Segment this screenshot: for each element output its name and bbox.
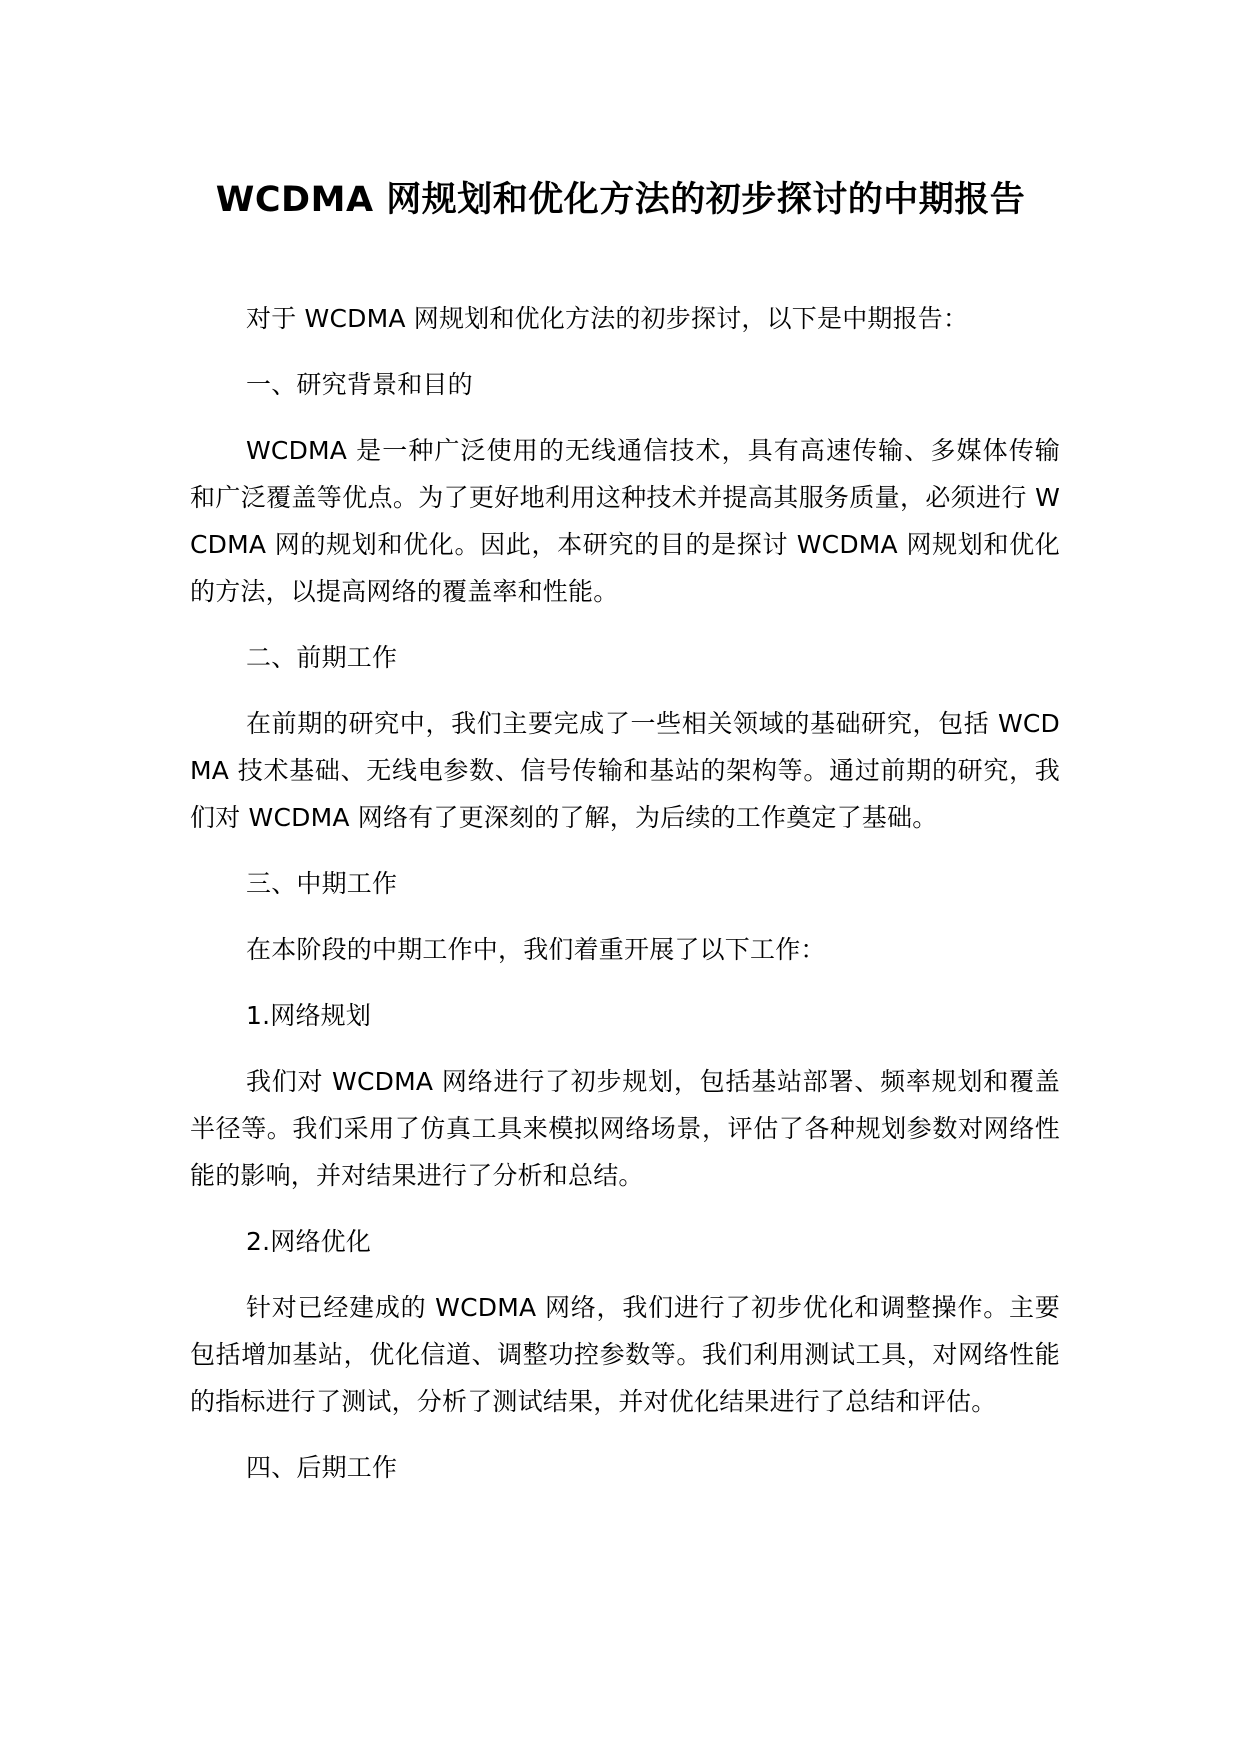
section-heading-background: 一、研究背景和目的 [246,370,473,399]
document-body [190,295,1060,1510]
early-work-paragraph: 在前期的研究中，我们主要完成了一些相关领域的基础研究，包括 WCDMA 技术基础、无线电参数、信号传输和基站的架构等。通过前期的研究，我们对 WCDMA 网络有了更深刻的了解，为后续的工作奠定了基础。 [190,709,1060,832]
subsection-heading-network-planning: 1.网络规划 [246,1001,372,1030]
background-paragraph: WCDMA 是一种广泛使用的无线通信技术，具有高速传输、多媒体传输和广泛覆盖等优点。为了更好地利用这种技术并提高其服务质量，必须进行 WCDMA 网的规划和优化。因此，本研究的目的是探讨 WCDMA 网规划和优化的方法，以提高网络的覆盖率和性能。 [190,436,1060,606]
subsection-heading-network-optimization: 2.网络优化 [246,1227,372,1256]
mid-work-intro-paragraph: 在本阶段的中期工作中，我们着重开展了以下工作： [246,935,826,964]
intro-paragraph: 对于 WCDMA 网规划和优化方法的初步探讨，以下是中期报告： [246,304,969,333]
section-heading-later-work: 四、后期工作 [246,1453,398,1482]
network-optimization-paragraph: 针对已经建成的 WCDMA 网络，我们进行了初步优化和调整操作。主要包括增加基站，优化信道、调整功控参数等。我们利用测试工具，对网络性能的指标进行了测试，分析了测试结果，并对优化结果进行了总结和评估。 [190,1293,1060,1416]
section-heading-mid-work: 三、中期工作 [246,869,398,898]
section-heading-early-work: 二、前期工作 [246,643,398,672]
document-title: WCDMA 网规划和优化方法的初步探讨的中期报告 [215,180,1026,220]
network-planning-paragraph: 我们对 WCDMA 网络进行了初步规划，包括基站部署、频率规划和覆盖半径等。我们采用了仿真工具来模拟网络场景，评估了各种规划参数对网络性能的影响，并对结果进行了分析和总结。 [190,1067,1060,1190]
